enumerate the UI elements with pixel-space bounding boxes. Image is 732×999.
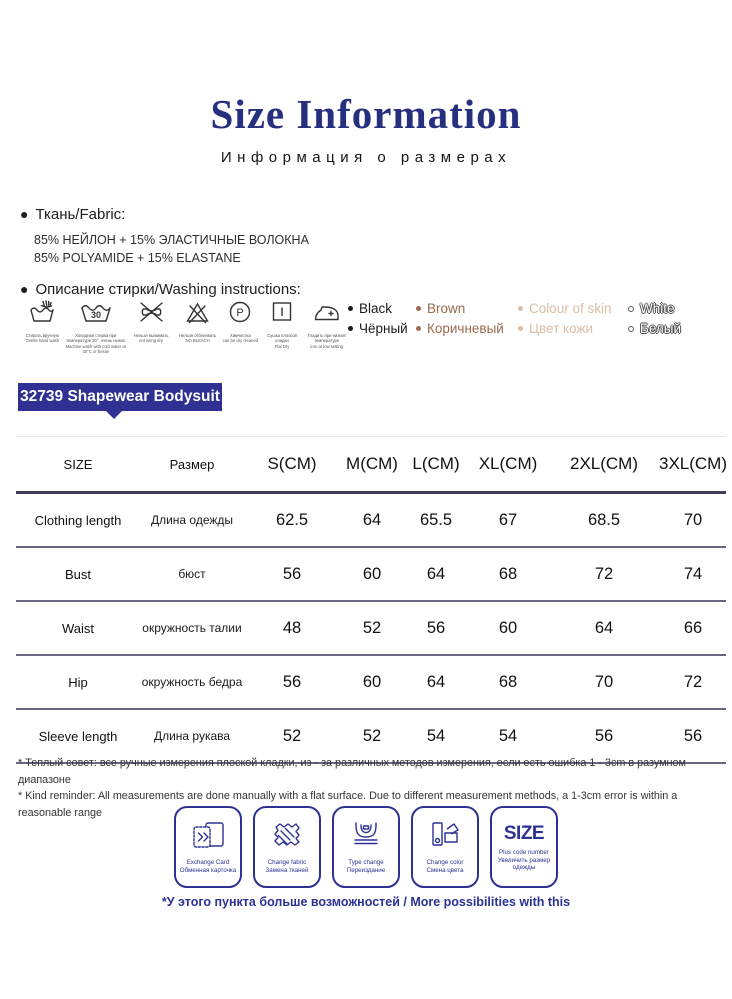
col-header-2xl: 2XL(CM) — [569, 454, 638, 473]
feature-card-fabric: Change fabric Замена тканей — [253, 806, 321, 888]
flat-dry-icon — [270, 299, 294, 330]
skin-swatch-icon — [518, 306, 523, 311]
color-white-ru: Белый — [628, 321, 694, 336]
washing-heading: ● Описание стирки/Washing instructions: — [20, 281, 301, 298]
sports-bra-icon — [346, 815, 386, 857]
do-not-bleach-icon — [185, 299, 210, 330]
wash-item: Нельзя отбеливать NO BLEACH — [175, 299, 220, 344]
color-skin-ru: Цвет кожи — [518, 321, 622, 336]
color-brown-en: Brown — [416, 301, 512, 316]
col-header-m: M(CM) — [346, 454, 398, 473]
white-swatch-icon — [628, 326, 634, 332]
fabric-heading: ● Ткань/Fabric: — [20, 206, 126, 223]
bullet-icon: ● — [20, 206, 29, 222]
fabric-line-ru: 85% НЕЙЛОН + 15% ЭЛАСТИЧНЫЕ ВОЛОКНА — [34, 233, 309, 247]
table-row-clothing-length: Clothing length Длина одежды 62.5 64 65.5 67 68.5 70 — [16, 494, 726, 548]
black-swatch-icon — [348, 326, 353, 331]
color-skin-en: Colour of skin — [518, 301, 622, 316]
wash-item: P Химчистка can be dry cleaned — [220, 299, 261, 344]
color-black-en: Black — [348, 301, 410, 316]
brown-swatch-icon — [416, 326, 421, 331]
size-word-icon: SIZE — [503, 823, 545, 844]
table-header-row — [16, 437, 726, 494]
page-subtitle: Информация о размерах — [220, 149, 512, 166]
hand-wash-icon — [29, 299, 55, 330]
color-swatches-icon — [427, 815, 463, 857]
feature-card-plus-size: SIZE Plus code number Увеличить размер одежды — [490, 806, 558, 888]
skin-swatch-icon — [518, 326, 523, 331]
iron-low-icon — [313, 299, 340, 330]
feature-cards-row — [0, 806, 732, 888]
wash-30-icon — [79, 299, 113, 330]
page-title: Size Information — [210, 91, 522, 137]
fabric-composition — [34, 231, 309, 267]
exchange-card-icon — [189, 815, 227, 857]
washing-icons-row — [20, 299, 350, 355]
wash-item: Гладить при низкой температуре iron at low setting — [303, 299, 350, 349]
table-row-waist: Waist окружность талии 48 52 56 60 64 66 — [16, 602, 726, 656]
brown-swatch-icon — [416, 306, 421, 311]
black-swatch-icon — [348, 306, 353, 311]
note-en: * Kind reminder: All measurements are done manually with a flat surface. Due to different measurement methods, a 1-3cm error is within a reasonable range — [18, 790, 678, 819]
color-white-en: White — [628, 301, 694, 316]
size-table — [16, 436, 726, 764]
wash-item: Нельзя выжимать not wring dry — [127, 299, 176, 344]
svg-text:30: 30 — [90, 310, 101, 320]
col-header-razmer: Размер — [169, 456, 215, 472]
bullet-icon: ● — [20, 281, 29, 297]
table-row-hip: Hip окружность бедра 56 60 64 68 70 72 — [16, 656, 726, 710]
more-possibilities-link[interactable]: *У этого пункта больше возможностей / More possibilities with this — [161, 895, 571, 909]
product-tag: 32739 Shapewear Bodysuit — [18, 383, 222, 411]
wash-item: Стирать вручную Gentle hand wash — [20, 299, 65, 344]
svg-text:P: P — [236, 307, 244, 319]
feature-card-color: Change color Смена цвета — [411, 806, 479, 888]
dry-clean-icon — [228, 299, 252, 330]
color-options — [348, 301, 694, 336]
wash-item: 30 Холодная стирка при температуре 30°, очень нежно Machine wash with cold water at 30°C or below — [65, 299, 127, 355]
change-fabric-icon — [269, 815, 305, 857]
color-black-ru: Чёрный — [348, 321, 410, 336]
color-brown-ru: Коричневый — [416, 321, 512, 336]
white-swatch-icon — [628, 306, 634, 312]
do-not-wring-icon — [138, 299, 165, 330]
note-ru: * Теплый совет: все ручные измерения плоской кладки, из - за различных методов измерения, если есть ошибка 1 - 3cm в разумном диапазоне — [18, 757, 686, 786]
col-header-size: SIZE — [63, 456, 93, 472]
table-row-bust: Bust бюст 56 60 64 68 72 74 — [16, 548, 726, 602]
feature-card-type: Type change Переиздание — [332, 806, 400, 888]
col-header-3xl: 3XL(CM) — [659, 454, 728, 473]
feature-card-exchange: Exchange Card Обменная карточка — [174, 806, 242, 888]
table-row-sleeve-length: Sleeve length Длина рукава 52 52 54 54 56 56 — [16, 710, 726, 764]
fabric-line-en: 85% POLYAMIDE + 15% ELASTANE — [34, 251, 241, 265]
col-header-xl: XL(CM) — [478, 454, 538, 473]
col-header-s: S(CM) — [267, 454, 317, 473]
wash-item: Сушка плоской кладки Flat Dry — [261, 299, 304, 349]
col-header-l: L(CM) — [412, 454, 460, 473]
tag-pointer-icon — [106, 411, 122, 419]
